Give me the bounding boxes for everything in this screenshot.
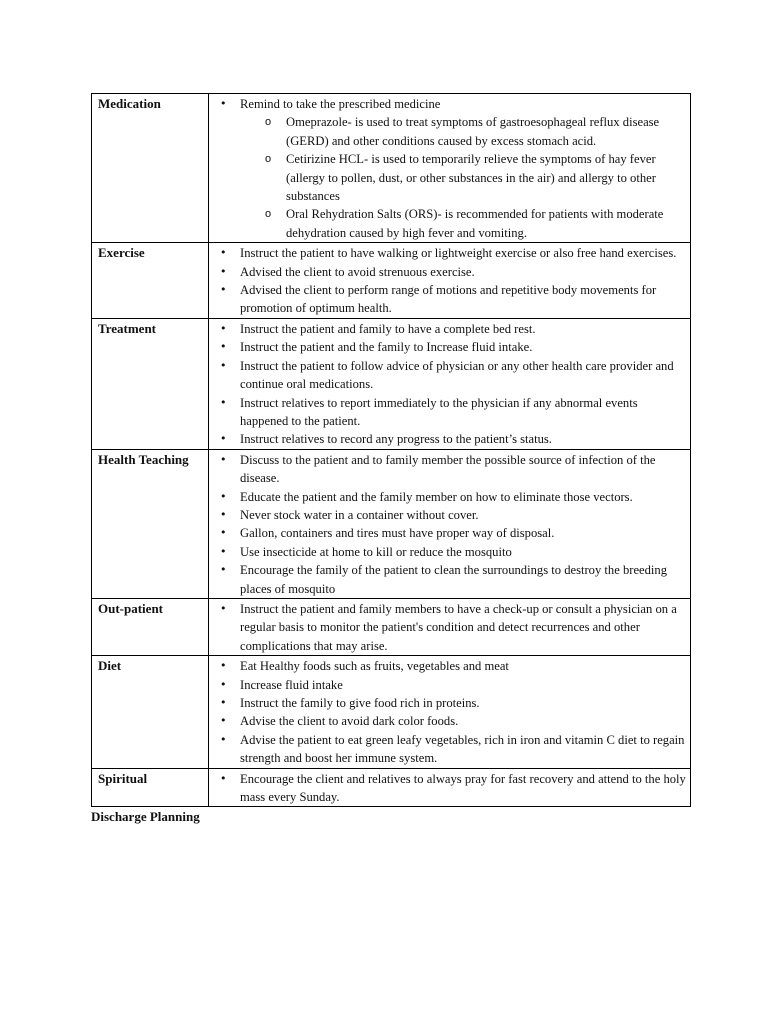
bullet-item	[209, 506, 686, 524]
row-category: Exercise	[92, 243, 209, 319]
bullet-text: Remind to take the prescribed medicine	[240, 97, 441, 111]
bullet-item	[209, 770, 686, 807]
table-row	[92, 449, 691, 598]
table-row	[92, 243, 691, 319]
bullet-text: Advised the client to perform range of motions and repetitive body movements for promotion of optimum health.	[240, 283, 657, 316]
bullet-item	[209, 281, 686, 318]
row-category: Health Teaching	[92, 449, 209, 598]
row-category: Out-patient	[92, 598, 209, 655]
table-row	[92, 94, 691, 243]
bullet-item	[209, 694, 686, 712]
bullet-text: Never stock water in a container without cover.	[240, 507, 479, 522]
bullet-list	[209, 95, 686, 242]
table-row	[92, 656, 691, 768]
row-content	[209, 768, 691, 807]
row-category: Spiritual	[92, 768, 209, 807]
bullet-item	[209, 394, 686, 431]
bullet-text: Eat Healthy foods such as fruits, vegetables and meat	[240, 659, 509, 674]
table-row	[92, 768, 691, 807]
table-row	[92, 318, 691, 449]
row-content	[209, 94, 691, 243]
bullet-text: Advise the patient to eat green leafy vegetables, rich in iron and vitamin C diet to regain strength and boost her immune system.	[240, 732, 685, 766]
bullet-text: Instruct the patient and family to have a complete bed rest.	[240, 321, 536, 336]
bullet-item	[209, 451, 686, 488]
row-category: Treatment	[92, 318, 209, 449]
bullet-item	[209, 731, 686, 768]
row-category: Medication	[92, 94, 209, 243]
bullet-item	[209, 357, 686, 394]
section-title: Discharge Planning	[91, 809, 200, 824]
bullet-item	[209, 320, 686, 338]
bullet-item	[209, 712, 686, 730]
bullet-text: Instruct the patient to have walking or lightweight exercise or also free hand exercises.	[240, 246, 677, 261]
bullet-text: Educate the patient and the family member on how to eliminate those vectors.	[240, 489, 633, 504]
bullet-list	[209, 657, 686, 767]
bullet-item	[209, 657, 686, 675]
bullet-text: Instruct the patient to follow advice of physician or any other health care provider and continue oral medications.	[240, 358, 674, 392]
sub-bullet-list	[240, 113, 686, 242]
bullet-item	[209, 524, 686, 542]
bullet-item	[209, 244, 686, 262]
bullet-item	[209, 561, 686, 598]
bullet-text: Instruct the patient and the family to Increase fluid intake.	[240, 340, 533, 355]
bullet-item	[209, 600, 686, 655]
bullet-text: Instruct relatives to record any progress to the patient’s status.	[240, 432, 552, 447]
sub-bullet-item: o Oral Rehydration Salts (ORS)- is recommended for patients with moderate dehydration caused by high fever and vomiting.	[240, 205, 686, 242]
bullet-text: Encourage the family of the patient to clean the surroundings to destroy the breeding places of mosquito	[240, 563, 668, 596]
bullet-text: Increase fluid intake	[240, 677, 343, 692]
bullet-item	[209, 263, 686, 281]
bullet-list	[209, 451, 686, 598]
bullet-text: Instruct the family to give food rich in proteins.	[240, 696, 480, 710]
row-content	[209, 656, 691, 768]
row-content	[209, 449, 691, 598]
row-category: Diet	[92, 656, 209, 768]
discharge-care-table	[91, 93, 691, 807]
bullet-item	[209, 676, 686, 694]
bullet-text: Gallon, containers and tires must have proper way of disposal.	[240, 526, 555, 541]
row-content	[209, 243, 691, 319]
bullet-item	[209, 488, 686, 506]
bullet-text: Instruct the patient and family members to have a check-up or consult a physician on a regular basis to monitor the patient's condition and detect recurrences and other complications that may arise.	[240, 601, 677, 653]
bullet-text: Use insecticide at home to kill or reduce the mosquito	[240, 544, 512, 559]
bullet-item	[209, 430, 686, 448]
row-content	[209, 598, 691, 655]
bullet-text: Encourage the client and relatives to always pray for fast recovery and attend to the holy mass every Sunday.	[240, 771, 686, 805]
bullet-item	[209, 338, 686, 356]
bullet-list	[209, 320, 686, 449]
row-content	[209, 318, 691, 449]
sub-bullet-item: o Omeprazole- is used to treat symptoms of gastroesophageal reflux disease (GERD) and other conditions caused by excess stomach acid.	[240, 113, 686, 150]
bullet-list	[209, 600, 686, 655]
bullet-list	[209, 244, 686, 318]
table-body	[92, 94, 691, 807]
bullet-item	[209, 95, 686, 242]
bullet-list	[209, 770, 686, 807]
sub-bullet-item: o Cetirizine HCL- is used to temporarily relieve the symptoms of hay fever (allergy to pollen, dust, or other substances in the air) and allergy to other substances	[240, 150, 686, 205]
table-row	[92, 598, 691, 655]
bullet-text: Advised the client to avoid strenuous exercise.	[240, 264, 475, 279]
bullet-text: Instruct relatives to report immediately to the physician if any abnormal events happened to the patient.	[240, 395, 638, 428]
bullet-item	[209, 543, 686, 561]
bullet-text: Discuss to the patient and to family member the possible source of infection of the disease.	[240, 452, 656, 486]
bullet-text: Advise the client to avoid dark color foods.	[240, 714, 459, 729]
